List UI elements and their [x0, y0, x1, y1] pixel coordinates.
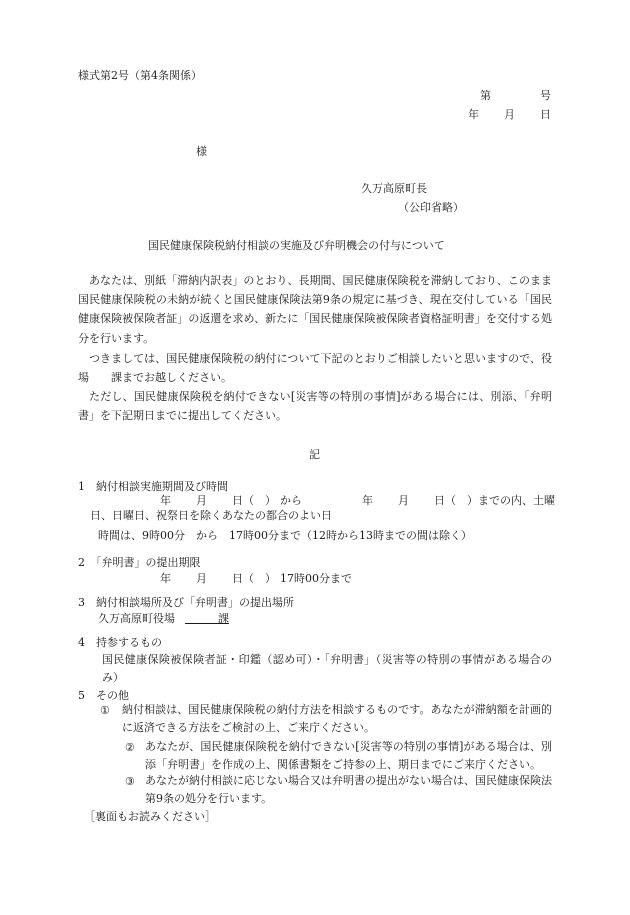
item5-sub1-mark: ① [100, 704, 110, 717]
body-paragraph-3: ただし、国民健康保険税を納付できない[災害等の特別の事情]がある場合には、別添、「弁明書」を下記期日までに提出してください。 [78, 390, 552, 423]
item3-office: 久万高原町役場 [98, 612, 175, 625]
item3-location [98, 613, 229, 624]
item1-period-month: 月 [196, 494, 207, 507]
item5-sub2-mark: ② [125, 741, 135, 754]
document-title: 国民健康保険税納付相談の実施及び弁明機会の付与について [148, 239, 445, 252]
item5-sub2-text: あなたが、国民健康保険税を納付できない[災害等の特別の事情]がある場合は、別添「弁明書」を作成の上、関係書類をご持参の上、期日までにご来庁ください。 [145, 740, 552, 771]
item4-heading: 4 持参するもの [78, 636, 162, 649]
item3-dept-blank [185, 612, 218, 625]
item2-year: 年 [160, 572, 171, 585]
item1-period-day: 日（ ） [232, 494, 276, 507]
item1-period-month2: 月 [398, 494, 409, 507]
ki-heading: 記 [309, 448, 320, 461]
item5-sub3-text: あなたが納付相談に応じない場合又は弁明書の提出がない場合は、国民健康保険法第9条の処分を行います。 [145, 774, 552, 805]
item1-heading: 1 納付相談実施期間及び時間 [78, 480, 228, 493]
item5-sub1-text: 納付相談は、国民健康保険税の納付方法を相談するものです。あなたが滞納額を計画的に返済できる方法をご検討の上、ご来庁ください。 [122, 703, 552, 734]
item4-text [102, 651, 552, 687]
doc-number-suffix: 号 [540, 89, 551, 102]
footer-note: ［裏面もお読みください］ [84, 810, 216, 823]
item1-period-continued: 日、日曜日、祝祭日を除くあなたの都合のよい日 [90, 509, 332, 522]
item1-period-year: 年 [160, 494, 171, 507]
item3-heading: 3 納付相談場所及び「弁明書」の提出場所 [78, 596, 294, 609]
item1-period-from: から [280, 494, 302, 507]
seal-note: （公印省略） [398, 201, 464, 214]
form-number: 様式第2号（第4条関係） [78, 69, 202, 82]
body-paragraph-2: つきましては、国民健康保険税の納付について下記のとおりご相談したいと思いますので、役場 課までお越しください。 [78, 352, 552, 385]
item2-time: 17時00分まで [280, 572, 352, 585]
sender-name: 久万高原町長 [361, 182, 427, 195]
item2-heading: 2 「弁明書」の提出期限 [78, 556, 201, 569]
date-day: 日 [540, 108, 551, 121]
item2-day: 日（ ） [232, 572, 276, 585]
addressee-honorific: 様 [196, 145, 207, 158]
item4-text-content: 国民健康保険被保険者証・印鑑（認め可）・「弁明書」（災害等の特別の事情がある場合のみ） [102, 653, 552, 684]
date-month: 月 [504, 108, 515, 121]
item1-period-day2: 日（ ）までの内、土曜 [434, 494, 555, 507]
item5-heading: 5 その他 [78, 689, 129, 702]
item2-month: 月 [196, 572, 207, 585]
doc-number-label: 第 [480, 89, 491, 102]
body-paragraph-1: あなたは、別紙「滞納内訳表」のとおり、長期間、国民健康保険税を滞納しており、このまま国民健康保険税の未納が続くと国民健康保険法第9条の規定に基づき、現在交付している「国民健康保険被保険者証」の返還を求め、新たに「国民健康保険被保険者資格証明書」を交付する処分を行います。 [78, 274, 552, 345]
item1-period-year2: 年 [362, 494, 373, 507]
item1-time: 時間は、9時00分 から 17時00分まで（12時から13時までの間は除く） [98, 529, 472, 542]
date-year: 年 [468, 108, 479, 121]
item3-dept: 課 [218, 612, 229, 625]
item5-sub3-mark: ③ [125, 775, 135, 788]
